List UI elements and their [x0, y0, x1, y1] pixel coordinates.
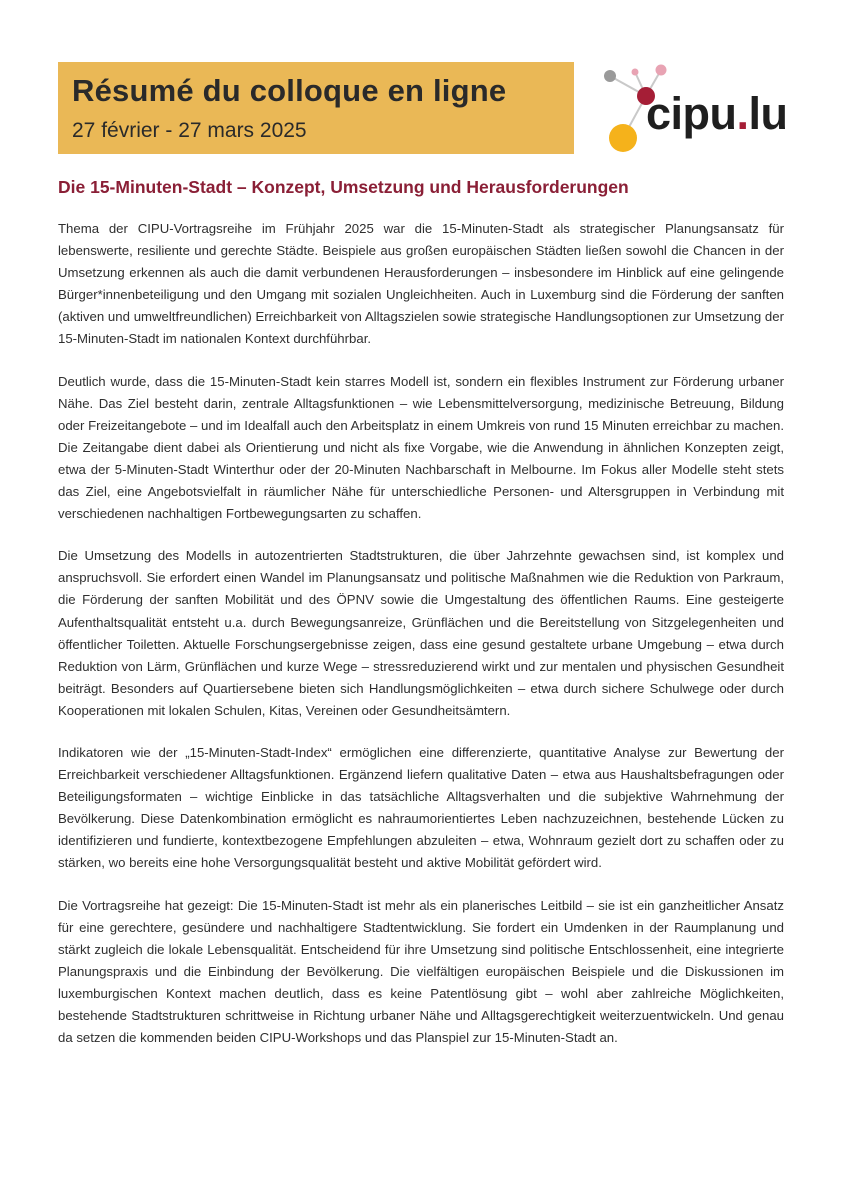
logo-tld: lu	[748, 88, 788, 139]
paragraph-2: Deutlich wurde, dass die 15-Minuten-Stadt kein starres Modell ist, sondern ein flexibles Instrument zur Förderung urbaner Nähe. Das Ziel besteht darin, zentrale Alltagsfunktionen – wie Lebensmittelversorgung, medizinische Betreuung, Bildung oder Freizeitangebote – und im Idealfall auch den Arbeitsplatz in einem Umkreis von rund 15 Minuten erreichbar zu machen. Die Zeitangabe dient dabei als Orientierung und nicht als fixe Vorgabe, wie die Anwendung in ähnlichen Konzepten zeigt, etwa der 5-Minuten-Stadt Winterthur oder der 20-Minuten Nachbarschaft in Melbourne. Im Fokus aller Modelle steht stets das Ziel, eine Angebotsvielfalt in räumlicher Nähe für unterschiedliche Personen- und Altersgruppen in Verbindung mit verschiedenen nachhaltigen Fortbewegungsarten zu schaffen.	[58, 373, 784, 522]
logo-wordmark	[646, 88, 788, 140]
page-title: Résumé du colloque en ligne	[72, 73, 507, 108]
logo-node-gray	[604, 70, 616, 82]
event-date: 27 février - 27 mars 2025	[72, 119, 307, 142]
logo-node-pink	[656, 65, 667, 76]
paragraph-5: Die Vortragsreihe hat gezeigt: Die 15-Minuten-Stadt ist mehr als ein planerisches Leitbild – sie ist ein ganzheitlicher Ansatz für eine gerechtere, gesündere und nachhaltigere Stadtentwicklung. Sie fordert ein Umdenken in der Raumplanung und stärkt zugleich die lokale Lebensqualität. Entscheidend für ihre Umsetzung sind politische Entschlossenheit, eine integrierte Planungspraxis und die Einbindung der Bevölkerung. Die vielfältigen europäischen Beispiele und die Diskussionen im luxemburgischen Kontext machen deutlich, dass es keine Patentlösung gibt – wohl aber zahlreiche Möglichkeiten, bestehende Stadtstrukturen schrittweise in Richtung urbaner Nähe und Alltagsgerechtigkeit weiterzuentwickeln. Und genau da setzen die kommenden beiden CIPU-Workshops und das Planspiel zur 15-Minuten-Stadt an.	[58, 897, 784, 1046]
logo-node-pink-small	[632, 69, 639, 76]
logo-node-orange	[609, 124, 637, 152]
cipu-logo	[600, 62, 790, 158]
paragraph-4: Indikatoren wie der „15-Minuten-Stadt-Index“ ermöglichen eine differenzierte, quantitative Analyse zur Bewertung der Erreichbarkeit verschiedener Alltagsfunktionen. Ergänzend liefern qualitative Daten – etwa aus Haushaltsbefragungen oder Beteiligungsformaten – wichtige Einblicke in das tatsächliche Alltagsverhalten und die subjektive Wahrnehmung der Bevölkerung. Diese Datenkombination ermöglicht es nahraumorientiertes Leben nachzuzeichnen, bestehende Lücken zu identifizieren und fundierte, kontextbezogene Empfehlungen abzuleiten – etwa, Wohnraum gezielt dort zu schaffen oder zu stärken, wo bereits eine hohe Versorgungsqualität besteht und aktive Mobilität gefördert wird.	[58, 744, 784, 871]
section-heading: Die 15-Minuten-Stadt – Konzept, Umsetzung und Herausforderungen	[58, 177, 629, 197]
article-body	[58, 218, 784, 1069]
header-banner	[58, 62, 574, 154]
logo-dot: .	[736, 88, 749, 139]
paragraph-3: Die Umsetzung des Modells in autozentrierten Stadtstrukturen, die über Jahrzehnte gewachsen sind, ist komplex und anspruchsvoll. Sie erfordert einen Wandel im Planungsansatz und politische Maßnahmen wie die Reduktion von Parkraum, die Förderung der sanften Mobilität und des ÖPNV sowie die Umgestaltung des öffentlichen Raums. Eine gesteigerte Aufenthaltsqualität entsteht u.a. durch Bewegungsanreize, Grünflächen und die Bereitstellung von Sitzgelegenheiten und öffentlicher Toiletten. Aktuelle Forschungsergebnisse zeigen, dass eine gesund gestaltete urbane Umgebung – etwa durch Reduktion von Lärm, Grünflächen und kurze Wege – stressreduzierend wirkt und zur mentalen und physischen Gesundheit beiträgt. Besonders auf Quartiersebene bieten sich Handlungsmöglichkeiten – etwa durch sichere Schulwege oder durch Kooperationen mit lokalen Schulen, Kitas, Vereinen oder Gesundheitsämtern.	[58, 548, 784, 718]
logo-name: cipu	[646, 88, 737, 139]
paragraph-1: Thema der CIPU-Vortragsreihe im Frühjahr 2025 war die 15-Minuten-Stadt als strategischer Planungsansatz für lebenswerte, resiliente und gerechte Städte. Beispiele aus großen europäischen Städten ließen sowohl die Chancen in der Umsetzung erkennen als auch die damit verbundenen Herausforderungen – insbesondere im Hinblick auf eine gelingende Bürger*innenbeteiligung und den Umgang mit sozialen Ungleichheiten. Auch in Luxemburg sind die Förderung der sanften (aktiven und umweltfreundlichen) Erreichbarkeit von Alltagszielen sowie strategische Handlungsoptionen zur Umsetzung der 15-Minuten-Stadt im nationalen Kontext durchführbar.	[58, 221, 784, 347]
